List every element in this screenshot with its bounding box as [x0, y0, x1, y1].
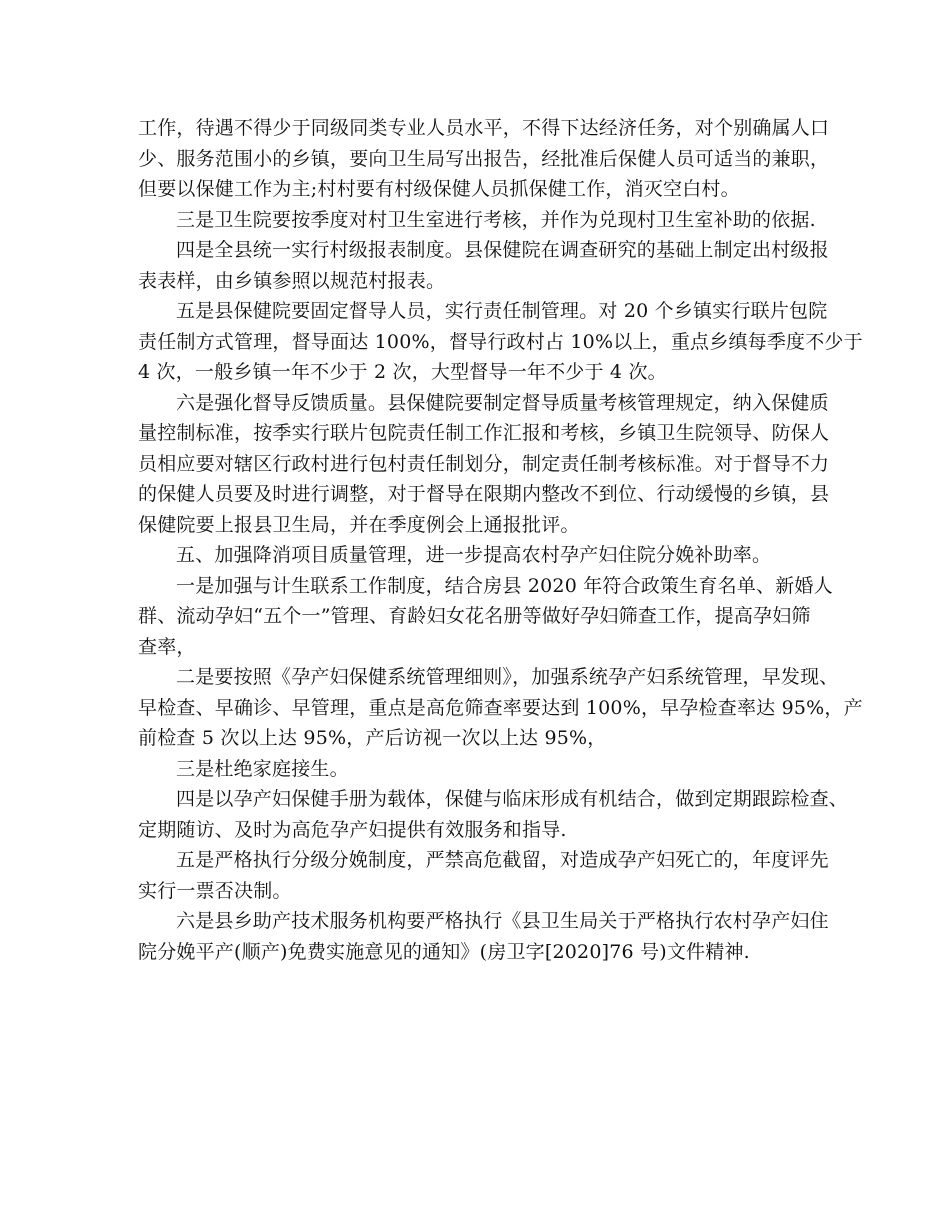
paragraph-7 — [138, 571, 833, 663]
text-line: 的保健人员要及时进行调整，对于督导在限期内整改不到位、行动缓慢的乡镇，县 — [138, 483, 830, 505]
text-line: 五是县保健院要固定督导人员，实行责任制管理。对 20 个乡镇实行联片包院 — [176, 300, 828, 322]
text-line: 一是加强与计生联系工作制度，结合房县 2020 年符合政策生育名单、新婚人 — [176, 574, 833, 597]
paragraph-5 — [138, 388, 830, 541]
text-line: 查率， — [138, 635, 196, 658]
text-line: 四是全县统一实行村级报表制度。县保健院在调查研究的基础上制定出村级报 — [176, 239, 829, 261]
text-line: 4 次，一般乡镇一年不少于 2 次，大型督导一年不少于 4 次。 — [138, 361, 667, 383]
text-line: 定期随访、及时为高危孕产妇提供有效服务和指导. — [138, 818, 567, 841]
text-line: 六是强化督导反馈质量。县保健院要制定督导质量考核管理规定，纳入保健质 — [176, 391, 829, 414]
paragraph-11 — [138, 845, 829, 906]
paragraph-12 — [138, 906, 829, 967]
text-line: 表表样，由乡镇参照以规范村报表。 — [138, 269, 446, 292]
text-line: 群、流动孕妇“五个一”管理、育龄妇女花名册等做好孕妇筛查工作，提高孕妇筛 — [138, 605, 811, 627]
paragraph-10 — [138, 784, 849, 845]
text-line: 但要以保健工作为主;村村要有村级保健人员抓保健工作，消灭空白村。 — [138, 178, 740, 200]
text-line: 早检查、早确诊、早管理，重点是高危筛查率要达到 100%，早孕检查率达 95%，产 — [138, 696, 863, 719]
text-line: 三是卫生院要按季度对村卫生室进行考核，并作为兑现村卫生室补助的依据. — [176, 208, 816, 231]
text-line: 实行一票否决制。 — [138, 879, 292, 902]
section-heading — [138, 540, 818, 571]
paragraph-8 — [138, 662, 863, 754]
text-line: 量控制标准，按季实行联片包院责任制工作汇报和考核，乡镇卫生院领导、防保人 — [138, 422, 830, 444]
text-line: 三是杜绝家庭接生。 — [176, 757, 349, 780]
text-line: 员相应要对辖区行政村进行包村责任制划分，制定责任制考核标准。对于督导不力 — [138, 452, 830, 475]
text-line: 前检查 5 次以上达 95%，产后访视一次以上达 95%， — [138, 727, 607, 749]
text-line: 责任制方式管理，督导面达 100%，督导行政村占 10%以上，重点乡缜每季度不少于 — [138, 330, 863, 353]
text-line: 六是县乡助产技术服务机构要严格执行《县卫生局关于严格执行农村孕产妇住 — [176, 910, 829, 932]
text-line: 院分娩平产(顺产)免费实施意见的通知》(房卫字[2020]76 号)文件精神. — [138, 940, 750, 963]
text-line: 二是要按照《孕产妇保健系统管理细则》，加强系统孕产妇系统管理，早发现、 — [176, 666, 839, 688]
text-line: 工作，待遇不得少于同级同类专业人员水平，不得下达经济任务，对个别确属人口 — [138, 117, 830, 139]
text-line: 保健院要上报县卫生局，并在季度例会上通报批评。 — [138, 513, 580, 536]
text-line: 五是严格执行分级分娩制度，严禁高危截留，对造成孕产妇死亡的，年度评先 — [176, 849, 829, 871]
paragraph-9 — [138, 754, 818, 785]
paragraph-4 — [138, 296, 863, 388]
paragraph-1 — [138, 113, 830, 205]
document-body — [138, 113, 863, 967]
text-line: 五、加强降消项目质量管理，进一步提高农村孕产妇住院分娩补助率。 — [176, 544, 772, 566]
text-line: 四是以孕产妇保健手册为载体，保健与临床形成有机结合，做到定期跟踪检查、 — [176, 788, 849, 810]
paragraph-2 — [138, 205, 818, 236]
text-line: 少、服务范围小的乡镇，要向卫生局写出报告，经批准后保健人员可适当的兼职， — [138, 147, 830, 170]
paragraph-3 — [138, 235, 829, 296]
